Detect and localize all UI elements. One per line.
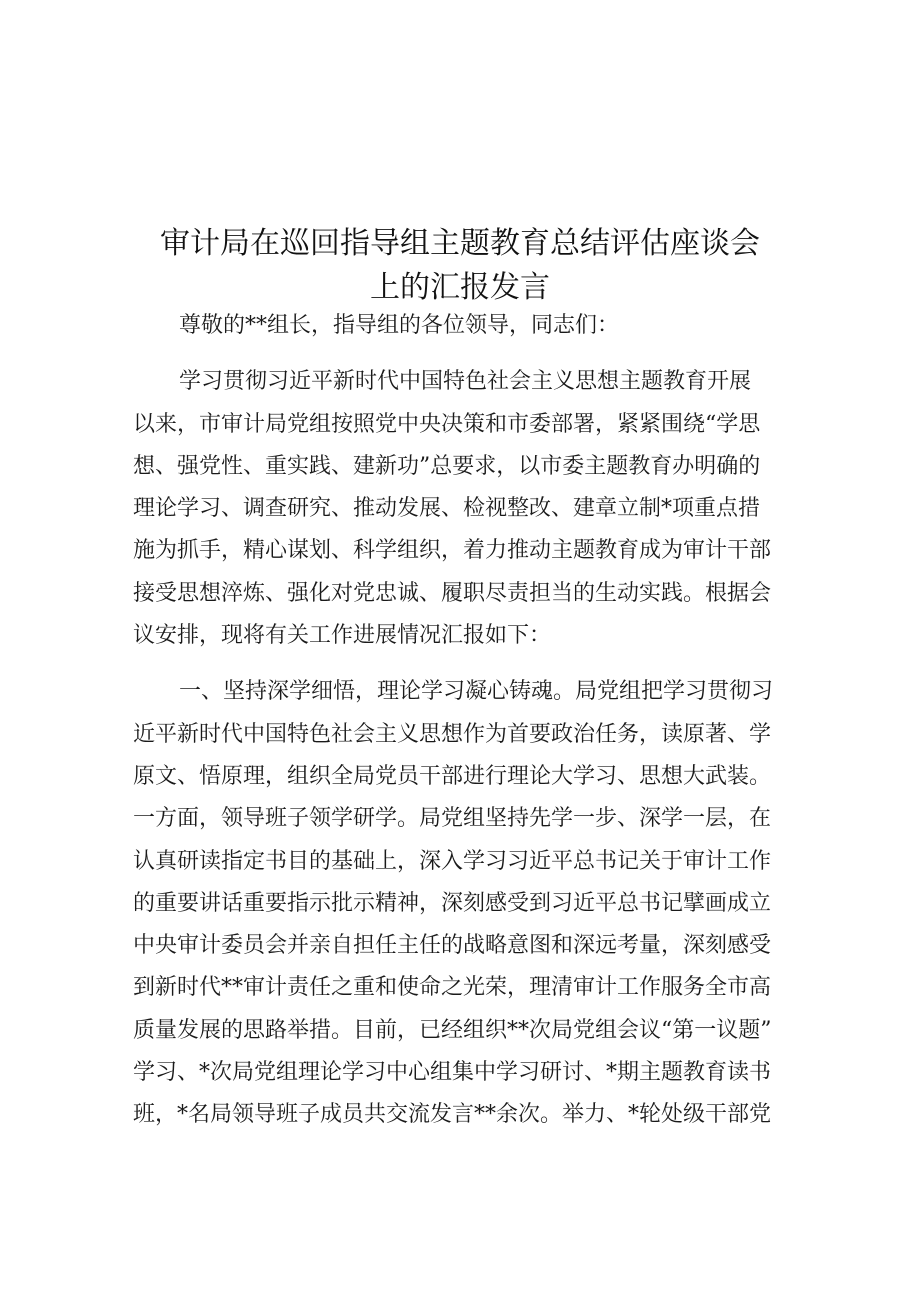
document-title	[120, 222, 800, 310]
text-line: 认真研读指定书目的基础上，深入学习习近平总书记关于审计工作	[133, 848, 772, 874]
text-line: 学习贯彻习近平新时代中国特色社会主义思想主题教育开展	[179, 369, 752, 395]
title-line-2: 上的汇报发言	[370, 270, 550, 305]
title-line-1: 审计局在巡回指导组主题教育总结评估座谈会	[160, 226, 760, 261]
salutation-paragraph	[133, 305, 805, 347]
text-line: 接受思想淬炼、强化对党忠诚、履职尽责担当的生动实践。根据会	[133, 580, 772, 606]
text-line: 近平新时代中国特色社会主义思想作为首要政治任务，读原著、学	[133, 721, 772, 747]
text-line: 班，*名局领导班子成员共交流发言**余次。举力、*轮处级干部党	[133, 1102, 772, 1128]
text-line: 质量发展的思路举措。目前，已经组织**次局党组会议“第一议题”	[133, 1017, 772, 1043]
salutation: 尊敬的**组长，指导组的各位领导，同志们：	[179, 313, 620, 338]
paragraph-gap	[133, 657, 805, 671]
text-line: 想、强党性、重实践、建新功”总要求，以市委主题教育办明确的	[133, 453, 761, 479]
text-line: 学习、*次局党组理论学习中心组集中学习研讨、*期主题教育读书	[133, 1060, 772, 1086]
text-line: 原文、悟原理，组织全局党员干部进行理论大学习、思想大武装。	[133, 763, 772, 789]
text-line: 议安排，现将有关工作进展情况汇报如下：	[133, 623, 552, 649]
intro-paragraph	[133, 361, 805, 657]
text-line: 的重要讲话重要指示批示精神，深刻感受到习近平总书记擘画成立	[133, 890, 772, 916]
text-line: 以来，市审计局党组按照党中央决策和市委部署，紧紧围绕“学思	[133, 411, 761, 437]
text-line: 理论学习、调查研究、推动发展、检视整改、建章立制*项重点措	[133, 496, 761, 522]
paragraph-gap	[133, 347, 805, 361]
text-line: 中央审计委员会并亲自担任主任的战略意图和深远考量，深刻感受	[133, 933, 772, 959]
text-line: 施为抓手，精心谋划、科学组织，着力推动主题教育成为审计干部	[133, 538, 772, 564]
section-one-paragraph	[133, 671, 805, 1136]
text-line: 到新时代**审计责任之重和使命之光荣，理清审计工作服务全市高	[133, 975, 772, 1001]
text-line: 一方面，领导班子领学研学。局党组坚持先学一步、深学一层，在	[133, 806, 772, 832]
document-body	[133, 305, 805, 1137]
text-line: 一、坚持深学细悟，理论学习凝心铸魂。局党组把学习贯彻习	[179, 679, 774, 705]
